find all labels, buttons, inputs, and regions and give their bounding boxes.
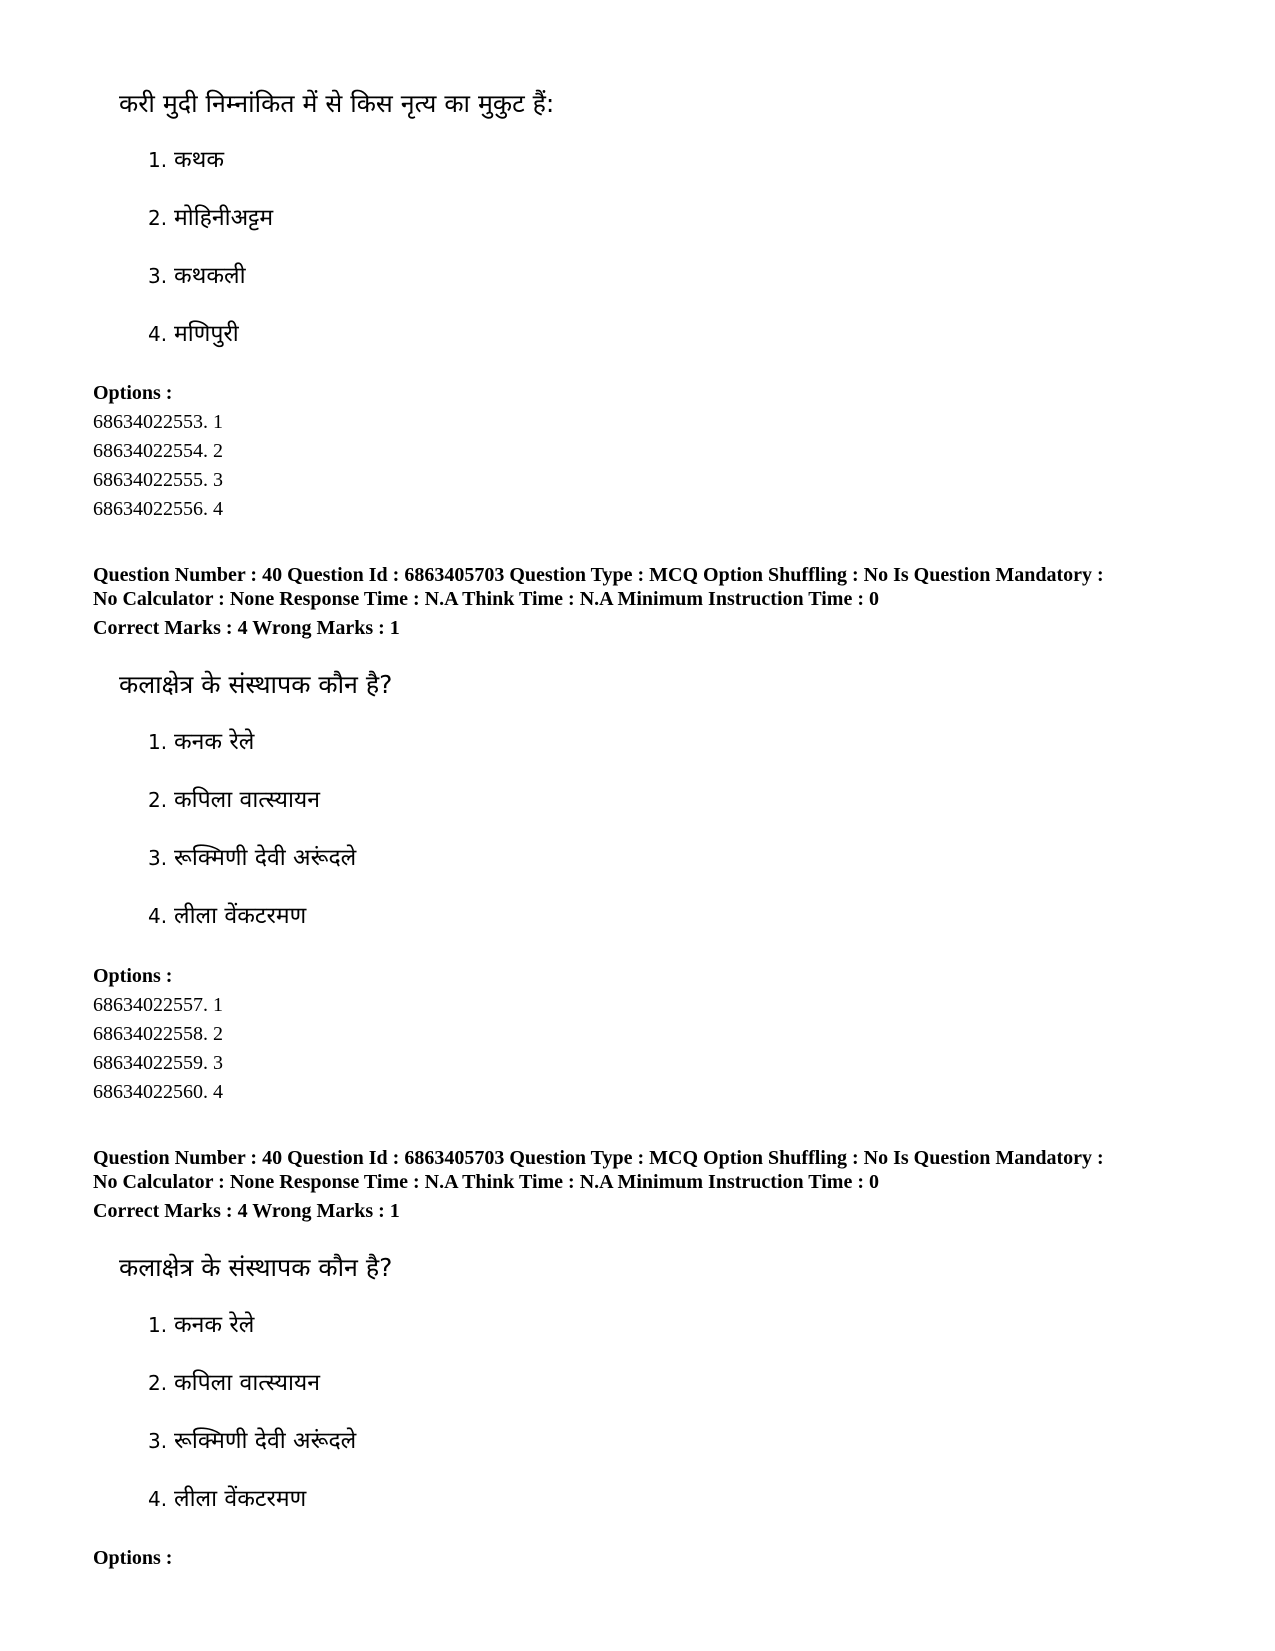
choice-number: 3. — [148, 1429, 168, 1453]
choice-item — [148, 1309, 254, 1341]
choice-text: कथक — [174, 147, 225, 173]
choice-text: मणिपुरी — [174, 321, 239, 347]
question-text: करी मुदी निम्नांकित में से किस नृत्य का मुकुट हैं: — [119, 89, 555, 118]
question-marks: Correct Marks : 4 Wrong Marks : 1 — [93, 1200, 400, 1222]
choice-number: 4. — [148, 1487, 168, 1511]
choice-item — [148, 318, 239, 350]
option-line: 68634022553. 1 — [93, 411, 223, 433]
option-line: 68634022559. 3 — [93, 1052, 223, 1074]
option-line: 68634022558. 2 — [93, 1023, 223, 1045]
option-line: 68634022556. 4 — [93, 498, 223, 520]
choice-text: कनक रेले — [174, 1312, 255, 1338]
question-text: कलाक्षेत्र के संस्थापक कौन है? — [119, 1253, 393, 1282]
question-meta-line2: No Calculator : None Response Time : N.A Think Time : N.A Minimum Instruction Time : 0 — [93, 588, 879, 610]
choice-item — [148, 842, 356, 874]
choice-text: कपिला वात्स्यायन — [174, 1370, 321, 1396]
question-meta-line1: Question Number : 40 Question Id : 6863405703 Question Type : MCQ Option Shuffling : No Is Question Mandatory : — [93, 564, 1104, 586]
choice-number: 1. — [148, 730, 168, 754]
choice-item — [148, 260, 246, 292]
choice-text: रूक्मिणी देवी अरूंदले — [174, 845, 357, 871]
choice-item — [148, 144, 224, 176]
choice-item — [148, 1367, 320, 1399]
choice-number: 4. — [148, 322, 168, 346]
choice-item — [148, 202, 273, 234]
choice-text: रूक्मिणी देवी अरूंदले — [174, 1428, 357, 1454]
question-marks: Correct Marks : 4 Wrong Marks : 1 — [93, 617, 400, 639]
choice-text: कनक रेले — [174, 729, 255, 755]
choice-number: 1. — [148, 148, 168, 172]
options-label: Options : — [93, 1547, 173, 1569]
question-text: कलाक्षेत्र के संस्थापक कौन है? — [119, 670, 393, 699]
choice-text: लीला वेंकटरमण — [174, 1486, 307, 1512]
option-line: 68634022555. 3 — [93, 469, 223, 491]
choice-text: कथकली — [174, 263, 246, 289]
choice-number: 3. — [148, 264, 168, 288]
choice-text: लीला वेंकटरमण — [174, 903, 307, 929]
choice-text: कपिला वात्स्यायन — [174, 787, 321, 813]
choice-item — [148, 900, 306, 932]
choice-number: 3. — [148, 846, 168, 870]
option-line: 68634022560. 4 — [93, 1081, 223, 1103]
option-line: 68634022557. 1 — [93, 994, 223, 1016]
option-line: 68634022554. 2 — [93, 440, 223, 462]
choice-item — [148, 726, 254, 758]
choice-item — [148, 784, 320, 816]
question-meta-line2: No Calculator : None Response Time : N.A Think Time : N.A Minimum Instruction Time : 0 — [93, 1171, 879, 1193]
options-label: Options : — [93, 965, 173, 987]
choice-item — [148, 1483, 306, 1515]
choice-text: मोहिनीअट्टम — [174, 205, 274, 231]
options-label: Options : — [93, 382, 173, 404]
choice-number: 1. — [148, 1313, 168, 1337]
choice-number: 2. — [148, 206, 168, 230]
question-meta-line1: Question Number : 40 Question Id : 6863405703 Question Type : MCQ Option Shuffling : No Is Question Mandatory : — [93, 1147, 1104, 1169]
choice-number: 2. — [148, 1371, 168, 1395]
choice-number: 4. — [148, 904, 168, 928]
choice-item — [148, 1425, 356, 1457]
choice-number: 2. — [148, 788, 168, 812]
